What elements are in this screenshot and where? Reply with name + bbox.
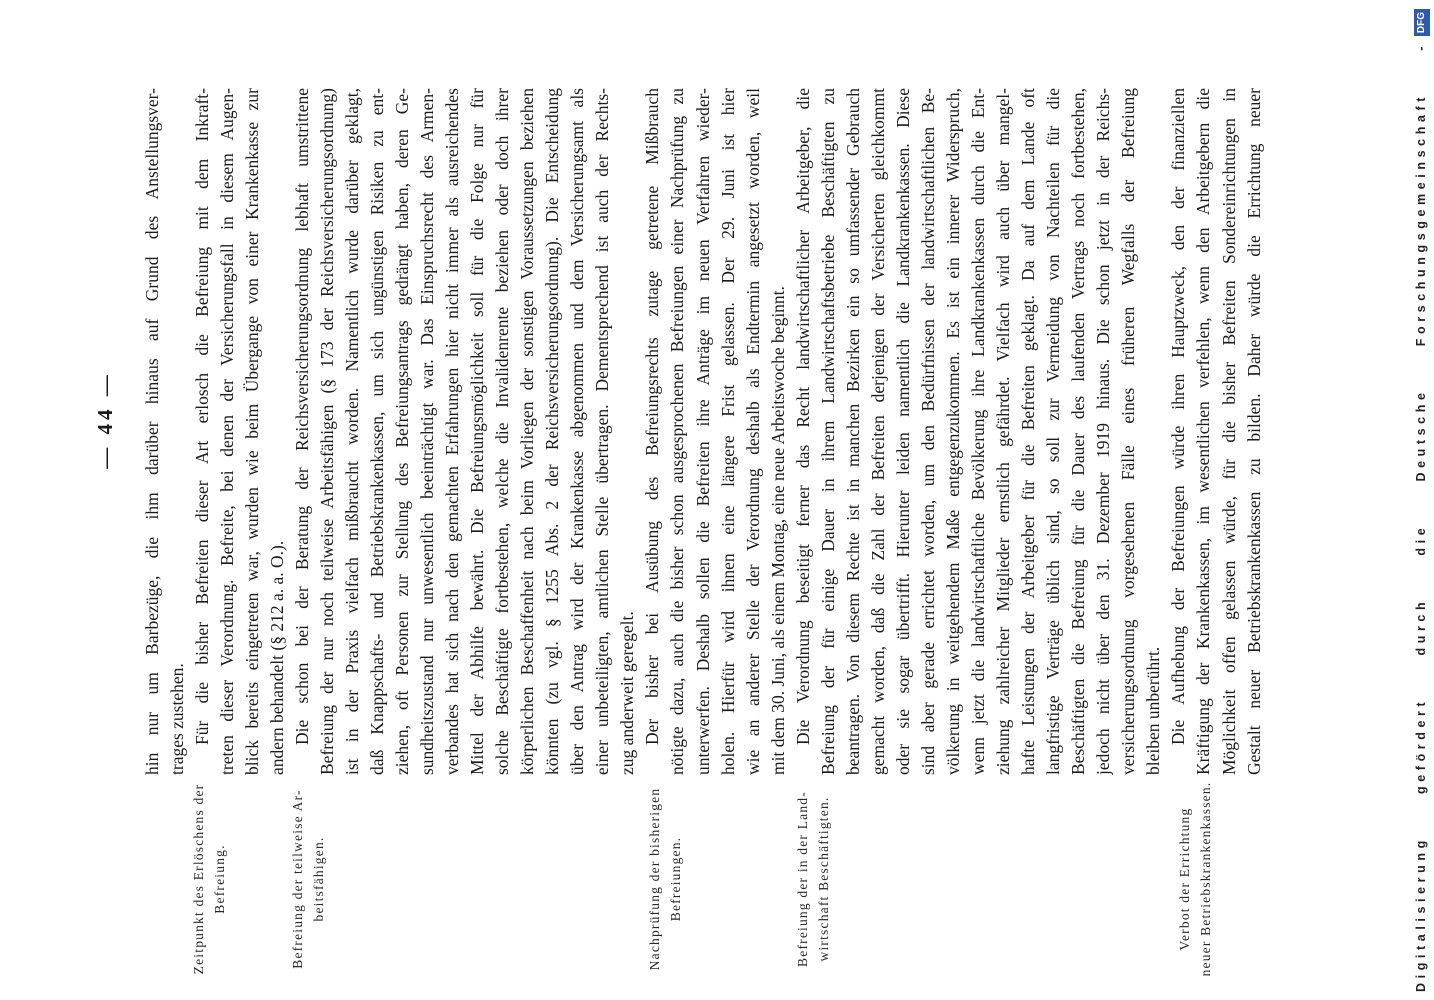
margin-note-line: Befreiung der in der Land- xyxy=(795,791,810,967)
text-line: könnten (zu vgl. § 1255 Abs. 2 der Reichsversicherungsordnung). Die Entscheidung xyxy=(542,88,563,775)
text-line: langfristige Verträge üblich sind, so soll zur Vermeidung von Nachteilen für die xyxy=(1043,88,1064,775)
text-line: Der bisher bei Ausübung des Befreiungsrechts zutage getretene Mißbrauch xyxy=(642,88,663,745)
text-line: beantragen. Von diesem Rechte ist in manchen Bezirken ein so umfassender Gebrauch xyxy=(842,88,863,775)
text-line: bleiben unberührt. xyxy=(1143,646,1164,775)
text-line: gemacht worden, daß die Zahl der Befreiten derjenigen der Versicherten gleichkommt xyxy=(867,88,888,775)
text-line: Kräftigung der Krankenkassen, im wesentlichen verfehlen, wenn den Arbeitgebern die xyxy=(1193,88,1214,775)
margin-note-line: Verbot der Errichtung xyxy=(1177,807,1192,951)
text-line: Möglichkeit offen gelassen würde, für die bisher Befreiten Sondereinrichtungen in xyxy=(1218,88,1239,775)
paragraph xyxy=(190,88,290,775)
margin-note xyxy=(792,768,834,990)
text-line: Befreiung der für einige Dauer in ihrem Landwirtschaftsbetriebe Beschäftigten zu xyxy=(817,88,838,775)
text-line: verbandes hat sich nach den gemachten Erfahrungen hier nicht immer als ausreichendes xyxy=(442,88,463,775)
text-line: Die schon bei der Beratung der Reichsversicherungsordnung lebhaft umstrittene xyxy=(291,88,312,745)
margin-note-line: Befreiung. xyxy=(212,844,227,914)
margin-note xyxy=(287,768,329,990)
text-line: Die Verordnung beseitigt ferner das Recht landwirtschaftlicher Arbeitgeber, die xyxy=(792,88,813,745)
text-line: Beschäftigten die Befreiung für die Dauer des laufenden Vertrags noch fortbestehen, xyxy=(1068,88,1089,775)
margin-note xyxy=(188,768,230,990)
paragraph xyxy=(640,88,790,775)
text-line: treten dieser Verordnung. Befreite, bei denen der Versicherungsfall in diesem Augen- xyxy=(216,88,237,775)
main-text xyxy=(140,88,1267,775)
text-line: versicherungsordnung vorgesehenen Fälle eines früheren Wegfalls der Befreiung xyxy=(1118,88,1139,775)
dfg-logo: DFG xyxy=(1414,9,1430,36)
text-line: ziehung zahlreicher Mitglieder ernstlich gefährdet. Vielfach wird auch über mangel- xyxy=(993,88,1014,775)
text-line: unterwerfen. Deshalb sollen die Befreiten ihre Anträge im neuen Verfahren wieder- xyxy=(692,88,713,775)
text-line: Die Aufhebung der Befreiungen würde ihren Hauptzweck, den der finanziellen xyxy=(1168,88,1189,745)
text-line: ziehen, oft Personen zur Stellung des Befreiungsantrags gedrängt haben, deren Ge- xyxy=(391,88,412,775)
text-line: Gestalt neuer Betriebskrankenkassen zu bilden. Daher würde die Errichtung neuer xyxy=(1243,88,1264,775)
text-line: einer unbeteiligten, amtlichen Stelle übertragen. Dementsprechend ist auch der Rechts- xyxy=(592,88,613,775)
text-line: holen. Hierfür wird ihnen eine längere Frist gelassen. Der 29. Juni ist hier xyxy=(717,88,738,775)
margin-note-line: Nachprüfung der bisherigen xyxy=(647,787,662,971)
page-number: — 44 — xyxy=(93,371,117,469)
text-line: andern behandelt (§ 212 a. a. O.). xyxy=(266,540,287,775)
text-line: sundheitszustand nur unwesentlich beeinträchtigt war. Das Einspruchsrecht des Armen- xyxy=(417,88,438,775)
margin-note xyxy=(1174,768,1216,990)
text-line: Befreiung der nur noch teilweise Arbeitsfähigen (§ 173 der Reichsversicherungsordnung) xyxy=(316,88,337,775)
margin-note-line: neuer Betriebskrankenkassen. xyxy=(1198,781,1213,977)
text-line: wenn jetzt die landwirtschaftliche Bevölkerung ihre Landkrankenkassen durch die Ent- xyxy=(968,88,989,775)
margin-note-line: wirtschaft Beschäftigten. xyxy=(816,796,831,962)
text-line: blick bereits eingetreten war, wurden wie beim Übergange von einer Krankenkasse zur xyxy=(241,88,262,775)
text-line: jedoch nicht über den 31. Dezember 1919 hinaus. Die schon jetzt in der Reichs- xyxy=(1093,88,1114,775)
margin-note xyxy=(644,768,686,990)
text-line: Mittel der Abhilfe bewährt. Die Befreiungsmöglichkeit soll für die Folge nur für xyxy=(467,88,488,775)
margin-note-line: Befreiungen. xyxy=(668,836,683,922)
text-line: daß Knappschafts- und Betriebskrankenkassen, um sich ungünstigen Risiken zu ent- xyxy=(366,88,387,775)
text-line: nötigte dazu, auch die bisher schon ausgesprochenen Befreiungen einer Nachprüfung zu xyxy=(667,88,688,775)
text-line: sind aber gerade errichtet worden, um den Bedürfnissen der landwirtschaftlichen Be- xyxy=(917,88,938,775)
text-line: ist in der Praxis vielfach mißbraucht worden. Namentlich wurde darüber geklagt, xyxy=(341,88,362,775)
text-line: oder sie sogar übertrifft. Hierunter leiden namentlich die Landkrankenkassen. Diese xyxy=(892,88,913,775)
text-line: wie an anderer Stelle der Verordnung deshalb als Endtermin angesetzt worden, weil xyxy=(742,88,763,775)
paragraph xyxy=(140,88,190,775)
text-line: völkerung in weitgehendem Maße entgegenzukommen. Es ist ein innerer Widerspruch, xyxy=(943,88,963,775)
margin-note-line: Zeitpunkt des Erlöschens der xyxy=(191,783,206,975)
text-line: solche Beschäftigte fortbestehen, welche die Invalidenrente beziehen oder doch ihrer xyxy=(492,88,513,775)
text-line: mit dem 30. Juni, als einem Montag, eine neue Arbeitswoche beginnt. xyxy=(767,286,788,775)
digitization-credit: Digitalisierung gefördert durch die Deutsche Forschungsgemeinschaft - xyxy=(1414,42,1428,992)
paragraph xyxy=(290,88,641,775)
text-line: hin nur um Barbezüge, die ihm darüber hinaus auf Grund des Anstellungsver- xyxy=(141,88,162,775)
text-line: über den Antrag wird der Krankenkasse abgenommen und dem Versicherungsamt als xyxy=(567,88,588,775)
text-line: hafte Leistungen der Arbeitgeber für die Befreiten geklagt. Da auf dem Lande oft xyxy=(1018,88,1039,775)
text-line: Für die bisher Befreiten dieser Art erlosch die Befreiung mit dem Inkraft- xyxy=(191,88,212,745)
margin-note-line: beitsfähigen. xyxy=(311,836,326,922)
text-line: trages zustehen. xyxy=(166,663,187,775)
text-line: zug anderweit geregelt. xyxy=(617,611,638,775)
text-line: körperlichen Beschaffenheit nach beim Vorliegen der sonstigen Voraussetzungen beziehen xyxy=(517,88,538,775)
paragraph xyxy=(1166,88,1266,775)
margin-note-line: Befreiung der teilweise Ar- xyxy=(290,789,305,969)
paragraph xyxy=(791,88,1167,775)
